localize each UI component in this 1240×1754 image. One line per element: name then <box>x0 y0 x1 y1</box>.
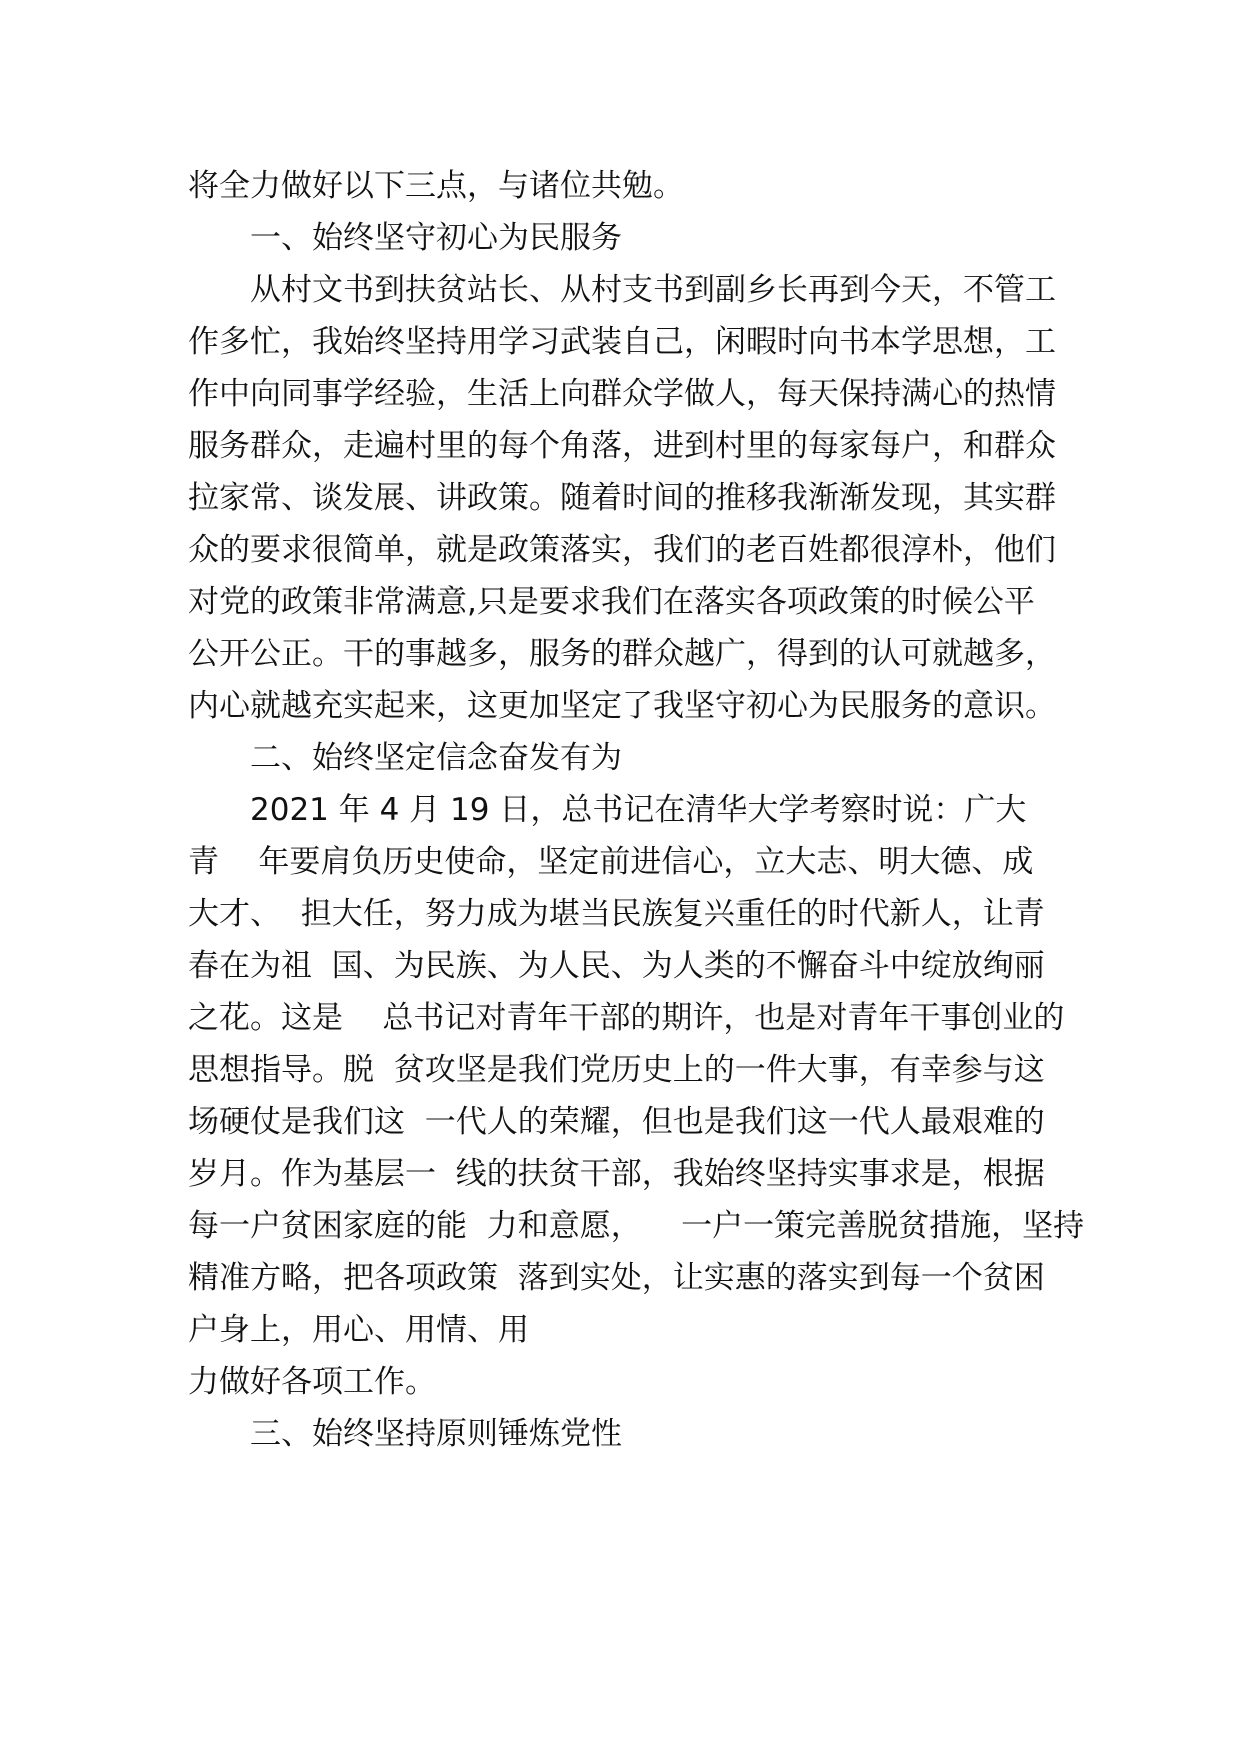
body-line: 场硬仗是我们这 一代人的荣耀，但也是我们这一代人最艰难的 <box>188 1104 1045 1140</box>
body-line: 从村文书到扶贫站长、从村支书到副乡长再到今天，不管工 <box>250 272 1056 308</box>
body-line: 春在为祖 国、为民族、为人民、为人类的不懈奋斗中绽放绚丽 <box>188 948 1045 984</box>
body-line: 作中向同事学经验，生活上向群众学做人，每天保持满心的热情 <box>188 376 1056 412</box>
body-line: 力做好各项工作。 <box>188 1364 436 1400</box>
body-line: 公开公正。干的事越多，服务的群众越广，得到的认可就越多， <box>188 636 1056 672</box>
body-line: 服务群众，走遍村里的每个角落，进到村里的每家每户，和群众 <box>188 428 1056 464</box>
body-line: 拉家常、谈发展、讲政策。随着时间的推移我渐渐发现，其实群 <box>188 480 1056 516</box>
body-line: 对党的政策非常满意,只是要求我们在落实各项政策的时候公平 <box>188 584 1035 620</box>
body-line: 大才、 担大任，努力成为堪当民族复兴重任的时代新人，让青 <box>188 896 1045 932</box>
body-line: 将全力做好以下三点，与诸位共勉。 <box>188 168 684 204</box>
body-line: 岁月。作为基层一 线的扶贫干部，我始终坚持实事求是，根据 <box>188 1156 1045 1192</box>
body-line: 精准方略，把各项政策 落到实处，让实惠的落实到每一个贫困 <box>188 1260 1045 1296</box>
section-heading-2: 二、始终坚定信念奋发有为 <box>250 740 622 776</box>
body-line: 之花。这是 总书记对青年干部的期许，也是对青年干事创业的 <box>188 1000 1065 1036</box>
section-heading-3: 三、始终坚持原则锤炼党性 <box>250 1416 622 1452</box>
body-line: 每一户贫困家庭的能 力和意愿， 一户一策完善脱贫措施，坚持 <box>188 1208 1085 1244</box>
body-line: 青 年要肩负历史使命，坚定前进信心，立大志、明大德、成 <box>188 844 1034 880</box>
section-heading-1: 一、始终坚守初心为民服务 <box>250 220 622 256</box>
body-line: 户身上，用心、用情、用 <box>188 1312 529 1348</box>
body-line: 众的要求很简单，就是政策落实，我们的老百姓都很淳朴，他们 <box>188 532 1056 568</box>
body-line: 内心就越充实起来，这更加坚定了我坚守初心为民服务的意识。 <box>188 688 1056 724</box>
body-line: 作多忙，我始终坚持用学习武装自己，闲暇时向书本学思想，工 <box>188 324 1056 360</box>
body-line: 2021 年 4 月 19 日，总书记在清华大学考察时说：广大 <box>250 792 1027 828</box>
body-line: 思想指导。脱 贫攻坚是我们党历史上的一件大事，有幸参与这 <box>188 1052 1045 1088</box>
document-body <box>188 160 1085 1460</box>
